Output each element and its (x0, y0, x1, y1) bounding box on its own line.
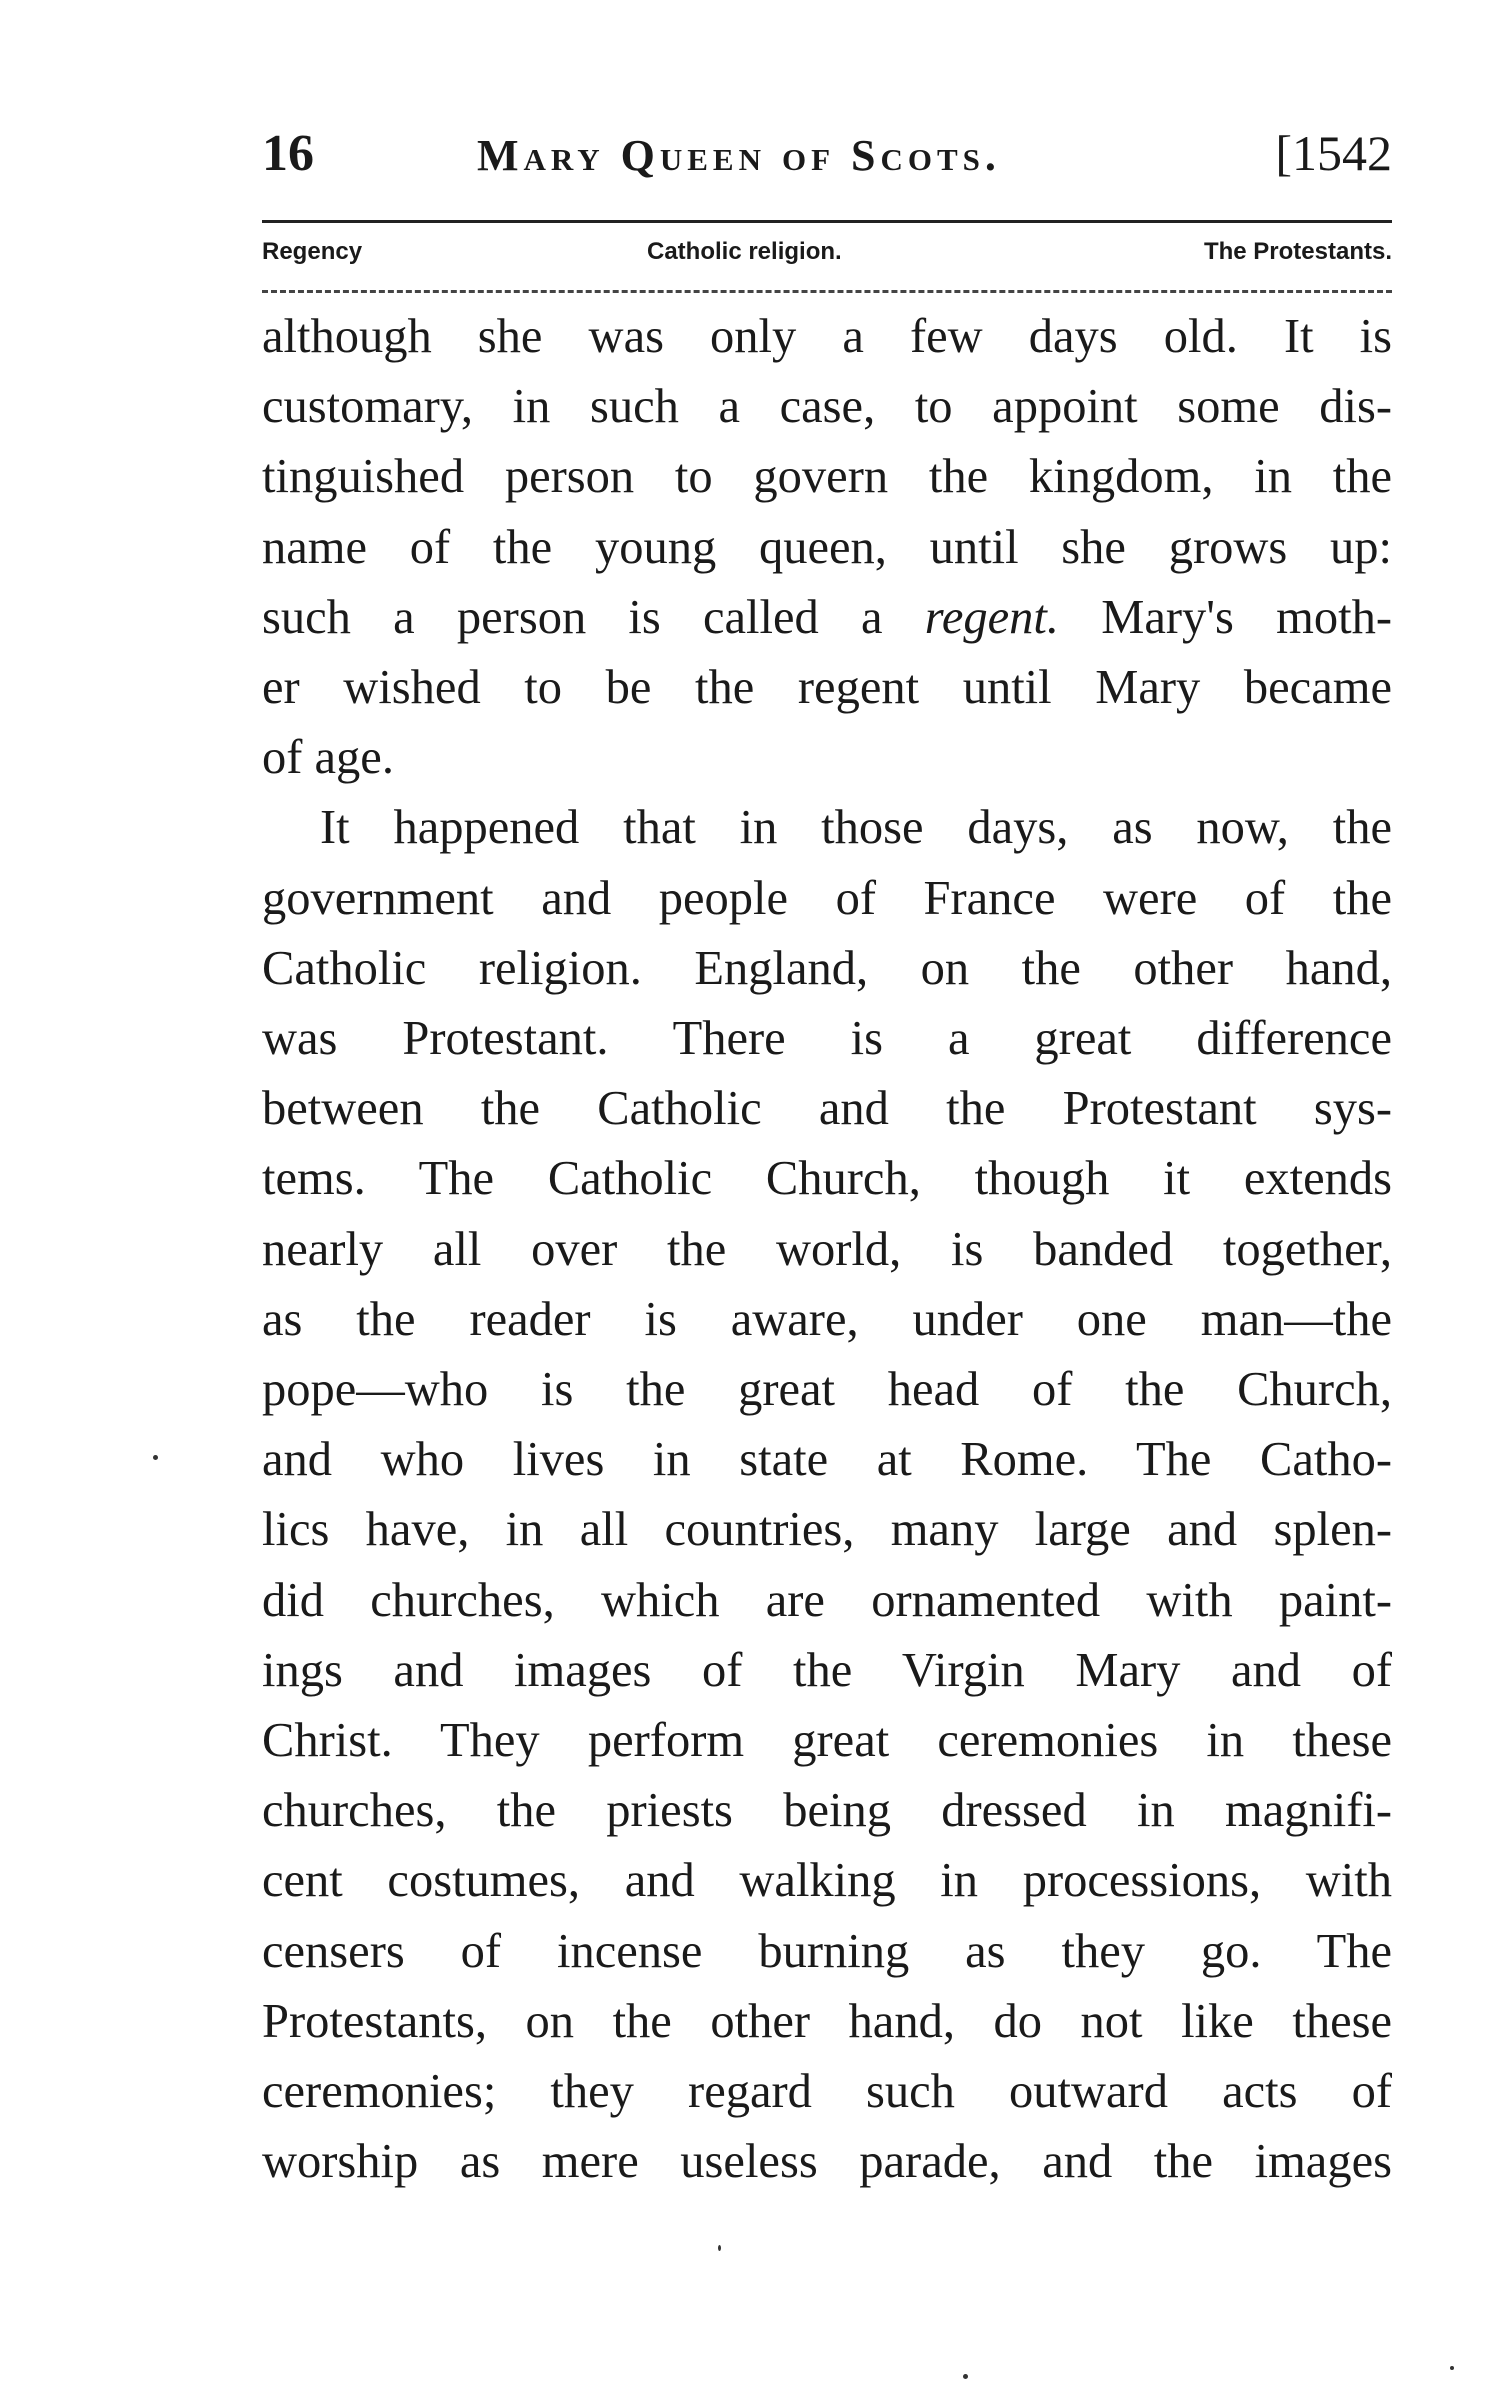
text-line: tinguished person to govern the kingdom, in the (262, 450, 1392, 504)
text-line: government and people of France were of the (262, 871, 1392, 925)
text-line: ceremonies; they regard such outward acts of (262, 2065, 1392, 2119)
year-marker: [1542 (1275, 125, 1392, 181)
text-line: customary, in such a case, to appoint some dis- (262, 380, 1392, 434)
text-line (262, 583, 1392, 653)
text-line: between the Catholic and the Protestant sys- (262, 1082, 1392, 1136)
text-line: and who lives in state at Rome. The Catho- (262, 1433, 1392, 1487)
body-text (262, 302, 1392, 2197)
text-line: Catholic religion. England, on the other hand, (262, 941, 1392, 995)
text-line: churches, the priests being dressed in magnifi- (262, 1784, 1392, 1838)
text-line: although she was only a few days old. It is (262, 310, 1392, 363)
text-line: er wished to be the regent until Mary became (262, 661, 1392, 715)
text-line: cent costumes, and walking in processions, with (262, 1854, 1392, 1908)
text-line: It happened that in those days, as now, the (320, 801, 1392, 855)
text-line: was Protestant. There is a great difference (262, 1012, 1392, 1066)
text-line-end: Mary's moth- (1059, 590, 1392, 644)
text-line: did churches, which are ornamented with paint- (262, 1573, 1392, 1627)
text-line: Protestants, on the other hand, do not like these (262, 1994, 1392, 2048)
header-rule (262, 220, 1392, 223)
text-line: pope—who is the great head of the Church, (262, 1363, 1392, 1417)
text-line: censers of incense burning as they go. The (262, 1924, 1392, 1978)
text-line: name of the young queen, until she grows up: (262, 520, 1392, 574)
side-note-protestants: The Protestants. (1203, 238, 1392, 265)
text-line: of age. (262, 731, 394, 785)
text-line: ings and images of the Virgin Mary and of (262, 1643, 1392, 1697)
ink-speck (153, 1455, 158, 1460)
italic-word-regent: regent. (924, 590, 1060, 644)
ink-speck (1450, 2366, 1454, 2370)
text-line: worship as mere useless parade, and the images (262, 2135, 1392, 2189)
page-number: 16 (262, 125, 314, 182)
side-note-regency: Regency (262, 238, 363, 265)
text-line: Christ. They perform great ceremonies in these (262, 1714, 1392, 1768)
side-notes-rule (262, 290, 1392, 293)
running-head (262, 124, 1392, 184)
text-line: nearly all over the world, is banded together, (262, 1222, 1392, 1276)
ink-speck (718, 2245, 721, 2251)
text-line-start: such a person is called a (262, 590, 925, 644)
side-notes (262, 238, 1392, 278)
book-title: Mary Queen of Scots. (477, 131, 1001, 180)
text-line: as the reader is aware, under one man—the (262, 1292, 1392, 1346)
ink-speck (963, 2374, 968, 2379)
side-note-catholic-religion: Catholic religion. (647, 238, 842, 265)
text-line: tems. The Catholic Church, though it extends (262, 1152, 1392, 1206)
text-line: lics have, in all countries, many large and splen- (262, 1503, 1392, 1557)
